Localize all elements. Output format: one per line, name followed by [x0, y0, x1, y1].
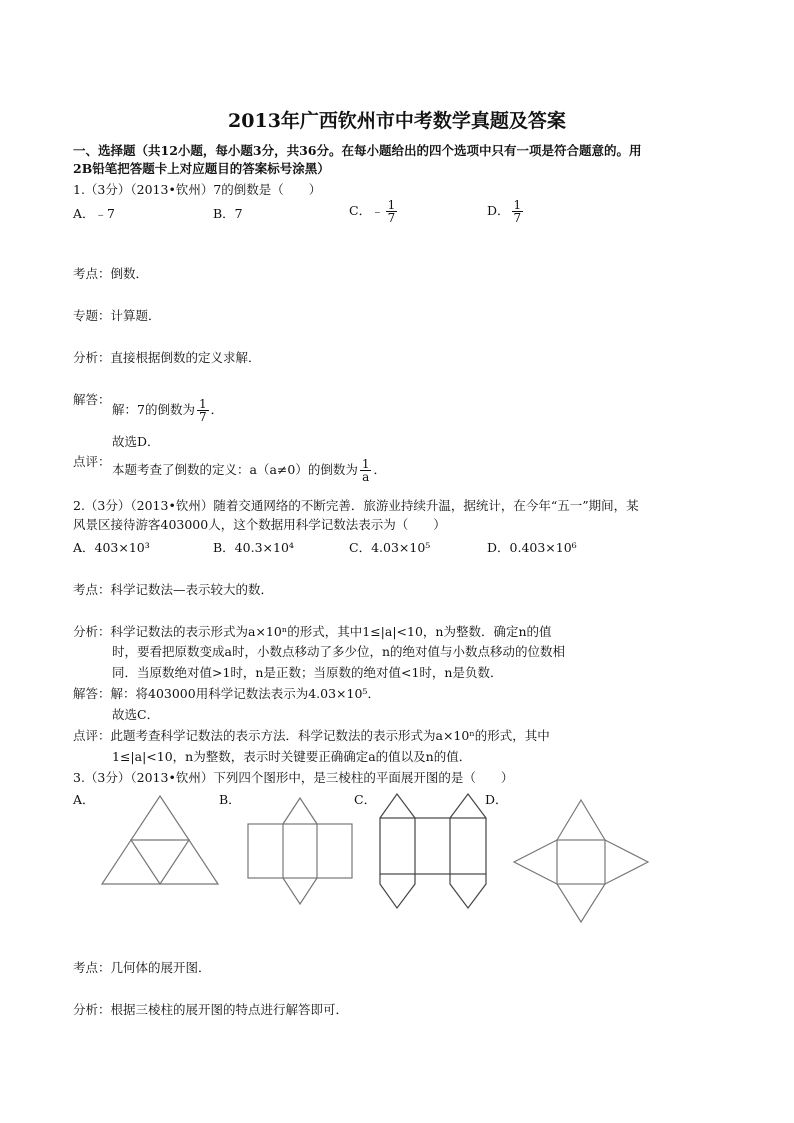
q1-jieda-fraction	[197, 398, 209, 423]
q1-dianping-end: ．	[373, 462, 386, 477]
q1-fenxi: 分析：直接根据倒数的定义求解．	[73, 350, 261, 365]
q1-option-c-sign: ﹣	[371, 203, 384, 219]
q2-option-c: C．4.03×10⁵	[349, 540, 431, 555]
q1-jieda-text: 解：7的倒数为	[112, 402, 195, 417]
q1-option-c	[349, 199, 399, 224]
q1-zhuanti: 专题：计算题．	[73, 308, 161, 323]
q2-stem-line2: 风景区接待游客403000人，这个数据用科学记数法表示为（ ）	[73, 517, 446, 532]
q1-dianping-den: a	[362, 470, 370, 484]
q2-option-b: B．40.3×10⁴	[213, 540, 294, 555]
q2-fenxi-line1: 分析：科学记数法的表示形式为a×10ⁿ的形式，其中1≤|a|<10，n为整数．确定n的值	[73, 624, 552, 639]
q2-guxuan: 故选C．	[112, 707, 160, 722]
q3-option-b-label: B．	[219, 792, 241, 807]
q2-option-d: D．0.403×10⁶	[487, 540, 577, 555]
q3-option-a-label: A．	[73, 792, 95, 807]
page-title: 2013年广西钦州市中考数学真题及答案	[228, 110, 566, 132]
q1-dianping-label: 点评：	[73, 454, 111, 469]
q1-jieda	[112, 398, 223, 423]
q3-figure-b	[244, 796, 356, 908]
q1-jieda-end: ．	[210, 402, 224, 417]
q3-figure-d	[510, 796, 652, 926]
q1-option-a: A．﹣7	[73, 206, 115, 221]
q2-dianping-line2: 1≤|a|<10，n为整数，表示时关键要正确确定a的值以及n的值．	[112, 749, 472, 764]
q2-stem-line1: 2.（3分）（2013•钦州）随着交通网络的不断完善．旅游业持续升温，据统计，在今年“五一”期间，某	[73, 498, 639, 513]
q1-option-d	[487, 199, 525, 224]
q2-dianping-line1: 点评：此题考查科学记数法的表示方法．科学记数法的表示形式为a×10ⁿ的形式，其中	[73, 728, 550, 743]
q1-option-d-num: 1	[513, 198, 522, 212]
q2-jieda: 解答：解：将403000用科学记数法表示为4.03×10⁵．	[73, 686, 380, 701]
q1-jieda-label: 解答：	[73, 392, 111, 407]
q1-option-d-fraction	[512, 199, 524, 224]
q1-option-c-num: 1	[387, 198, 396, 212]
q3-figure-a	[95, 792, 225, 888]
q3-figure-c	[376, 792, 490, 912]
q2-fenxi-line3: 同．当原数绝对值>1时，n是正数；当原数的绝对值<1时，n是负数．	[112, 665, 503, 680]
q3-kaodian: 考点：几何体的展开图．	[73, 960, 211, 975]
q1-dianping	[112, 458, 386, 483]
q1-option-d-label: D．	[487, 203, 510, 218]
q3-stem: 3.（3分）（2013•钦州）下列四个图形中，是三棱柱的平面展开图的是（ ）	[73, 770, 514, 785]
q2-kaodian: 考点：科学记数法—表示较大的数．	[73, 582, 274, 597]
q1-stem: 1.（3分）（2013•钦州）7的倒数是（ ）	[73, 182, 322, 197]
q2-fenxi-line2: 时，要看把原数变成a时，小数点移动了多少位，n的绝对值与小数点移动的位数相	[112, 644, 566, 659]
q1-guxuan: 故选D．	[112, 434, 160, 449]
q1-dianping-fraction	[360, 458, 372, 483]
section-heading-line2: 2B铅笔把答题卡上对应题目的答案标号涂黑）	[73, 161, 330, 176]
q1-jieda-den: 7	[198, 410, 207, 424]
q1-jieda-num: 1	[198, 397, 207, 411]
q1-kaodian: 考点：倒数．	[73, 266, 149, 281]
q1-dianping-num: 1	[361, 457, 370, 471]
q1-option-d-den: 7	[513, 211, 522, 225]
q1-option-b: B．7	[213, 206, 243, 221]
q1-option-c-den: 7	[387, 211, 396, 225]
q3-option-d-label: D．	[485, 792, 508, 807]
q1-option-c-label: C．	[349, 203, 372, 218]
q3-fenxi: 分析：根据三棱柱的展开图的特点进行解答即可．	[73, 1002, 349, 1017]
q1-dianping-text: 本题考查了倒数的定义：a（a≠0）的倒数为	[112, 462, 358, 477]
q3-option-c-label: C．	[354, 792, 377, 807]
section-heading-line1: 一、选择题（共12小题，每小题3分，共36分。在每小题给出的四个选项中只有一项是符合题意的。用	[73, 143, 642, 158]
q1-option-c-fraction	[386, 199, 398, 224]
q2-option-a: A．403×10³	[73, 540, 150, 555]
